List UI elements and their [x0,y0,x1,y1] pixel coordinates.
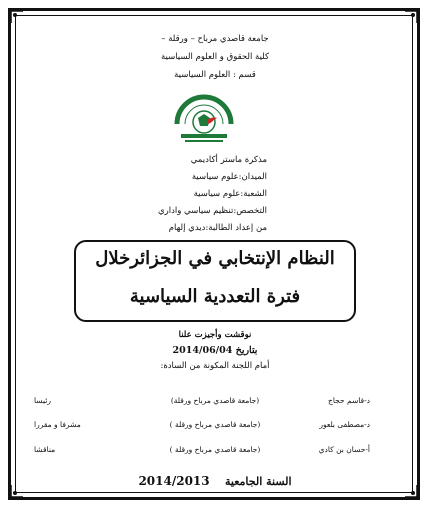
member-name: د-مصطفى بلعور [319,420,370,429]
corner-ornament-icon [10,10,24,24]
committee-intro: أمام اللجنة المكونة من السادة: [160,361,270,371]
thesis-type: مذكرة ماستر أكاديمي [190,155,267,165]
specialization: التخصص:تنظيم سياسي واداري [157,206,267,216]
member-university: (جامعة قاصدي مرباح ورقلة ) [169,445,261,454]
field: الميدان:علوم سياسية [191,172,267,182]
university-name: جامعة قاصدي مرباح – ورقلة – [161,34,269,44]
member-role: مشرفا و مقررا [34,420,81,429]
faculty-name: كلية الحقوق و العلوم السياسية [160,52,270,62]
defense-date: بتاريخ 2014/06/04 [172,345,258,356]
member-university: (جامعة قاصدي مرباح ورقلة) [170,396,260,405]
member-role: مناقشا [34,445,56,454]
branch: الشعبة:علوم سياسية [193,189,267,199]
member-name: د-قاسم حجاج [327,396,370,405]
academic-year [0,474,430,488]
defense-statement: نوقشت وأجيزت علنا [178,330,252,340]
department-name: قسم : العلوم السياسية [174,70,256,80]
member-name: أ-حسان بن كادي [318,445,370,454]
corner-ornament-icon [404,10,418,24]
thesis-title-line-1: النظام الإنتخابي في الجزائرخلال [95,248,335,269]
university-logo-icon [171,94,237,146]
academic-year-value: 2014/2013 [138,474,210,488]
academic-year-label: السنة الجامعية [225,475,292,488]
student-name: من إعداد الطالبة:ديدي إلهام [168,223,267,233]
member-university: (جامعة قاصدي مرباح ورقلة ) [169,420,261,429]
thesis-title-line-2: فترة التعددية السياسية [129,286,301,307]
member-role: رئيسا [34,396,51,405]
